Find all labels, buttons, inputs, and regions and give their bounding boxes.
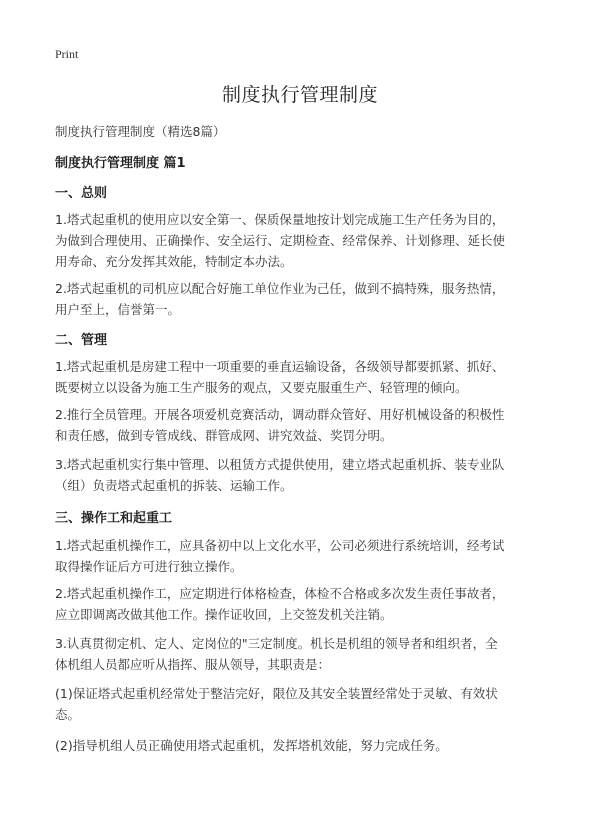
section2-paragraph-2: 2.推行全员管理。开展各项爱机竞赛活动，调动群众管好、用好机械设备的积极性 和责任感，做到专管成线、群管成网、讲究效益、奖罚分明。 [55,407,505,443]
section2-heading: 二、管理 [55,333,108,348]
section3-paragraph-3: 3.认真贯彻定机、定人、定岗位的"三定制度。机长是机组的领导者和组织者，全 体机组人员都应听从指挥、服从领导，其职责是： [55,636,498,672]
section3-paragraph-4: (1)保证塔式起重机经常处于整洁完好，限位及其安全装置经常处于灵敏、有效状 态。 [55,686,498,722]
page-title: 制度执行管理制度 [221,84,378,106]
section3-paragraph-5: (2)指导机组人员正确使用塔式起重机，发挥塔机效能，努力完成任务。 [55,738,448,753]
section1-paragraph-2: 2.塔式起重机的司机应以配合好施工单位作业为己任，做到不搞特殊，服务热情， 用户至上，信誉第一。 [55,281,505,317]
print-link[interactable]: Print [55,47,79,61]
section3-paragraph-1: 1.塔式起重机操作工，应具备初中以上文化水平，公司必须进行系统培训，经考试 取得操作证后方可进行独立操作。 [55,538,505,574]
section2-paragraph-1: 1.塔式起重机是房建工程中一项重要的垂直运输设备，各级领导都要抓紧、抓好、 既要树立以设备为施工生产服务的观点，又要克服重生产、轻管理的倾向。 [55,359,505,395]
section3-paragraph-2: 2.塔式起重机操作工，应定期进行体格检查，体检不合格或多次发生责任事故者， 应立即调离改做其他工作。操作证收回，上交签发机关注销。 [55,586,505,622]
document-subtitle: 制度执行管理制度（精选8篇） [55,124,226,139]
section3-heading: 三、操作工和起重工 [55,511,173,526]
section1-heading: 一、总则 [55,186,108,201]
section2-paragraph-3: 3.塔式起重机实行集中管理、以租赁方式提供使用，建立塔式起重机拆、装专业队 （组）负责塔式起重机的拆装、运输工作。 [55,457,505,493]
section1-paragraph-1: 1.塔式起重机的使用应以安全第一、保质保量地按计划完成施工生产任务为目的， 为做到合理使用、正确操作、安全运行、定期检查、经常保养、计划修理、延长使 用寿命、充分发挥其效能，特制定本办法。 [55,212,506,269]
article-heading: 制度执行管理制度 篇1 [55,156,186,171]
